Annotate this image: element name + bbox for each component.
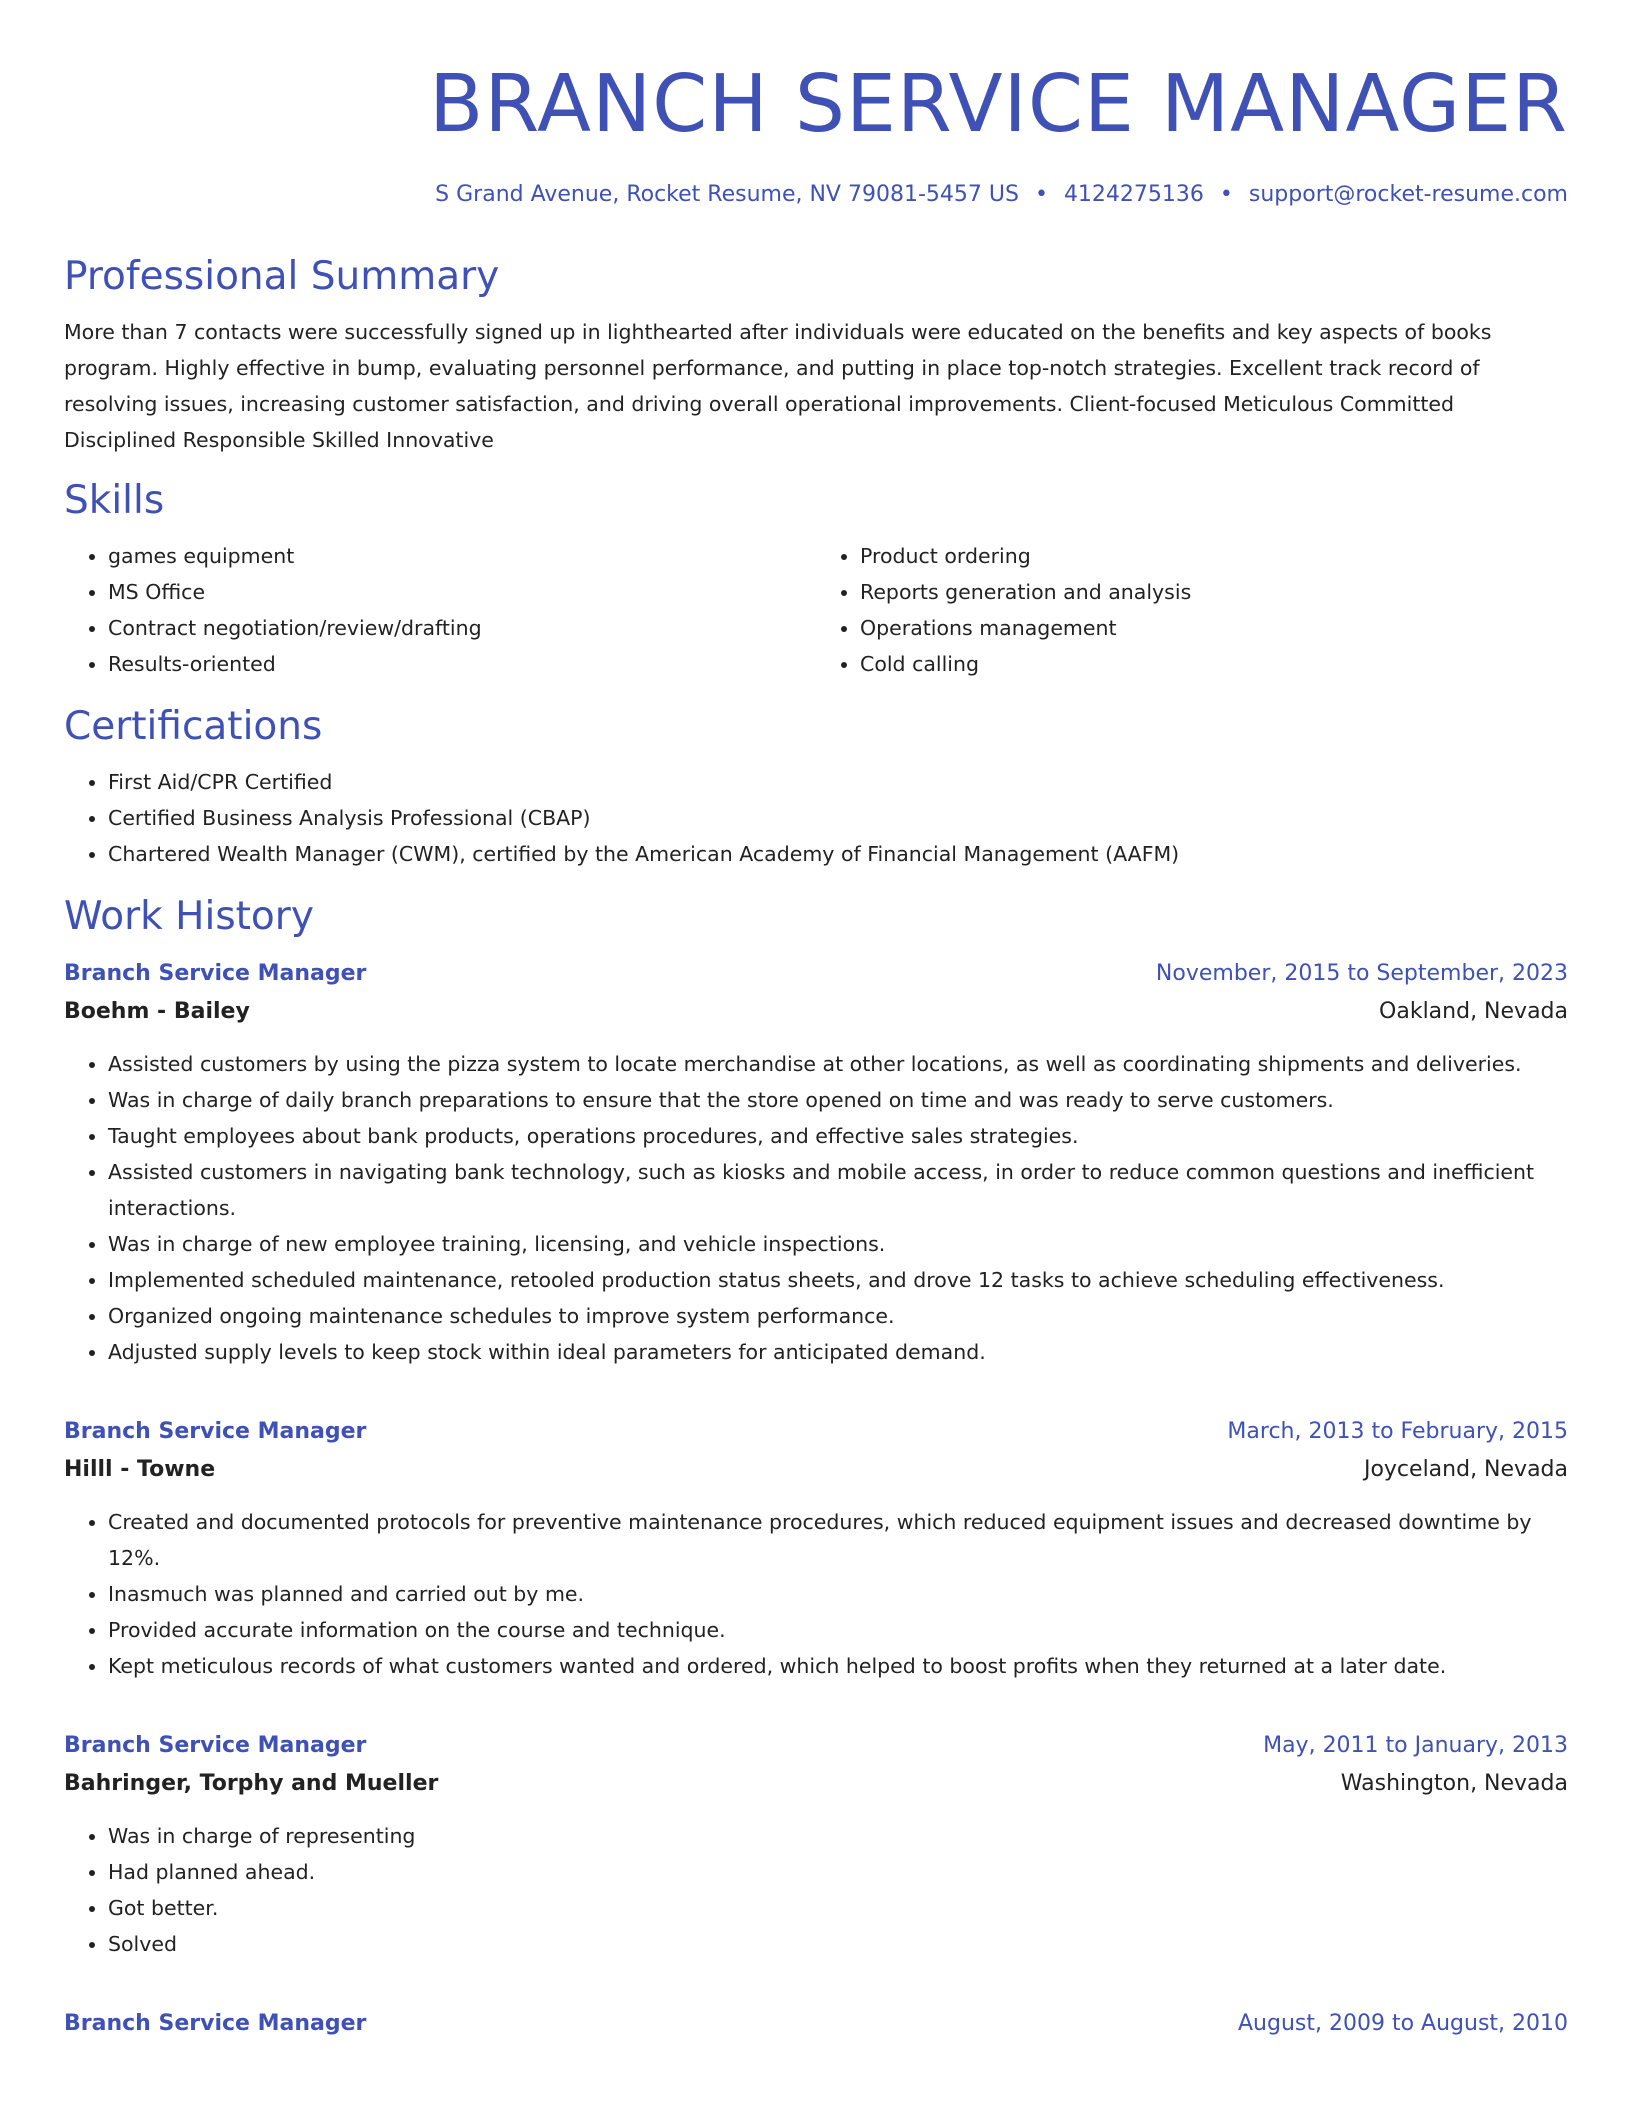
summary-heading: Professional Summary xyxy=(64,254,500,299)
skill-item: • Contract negotiation/review/drafting xyxy=(108,610,816,646)
job-bullets xyxy=(64,1046,1568,1370)
contact-email: support@rocket-resume.com xyxy=(1248,182,1568,207)
resume-name: BRANCH SERVICE MANAGER xyxy=(429,58,1568,150)
skills-column-left xyxy=(64,538,816,682)
job-location: Joyceland, Nevada xyxy=(1363,1457,1568,1482)
skills-list xyxy=(64,538,1568,682)
skill-item: • Results-oriented xyxy=(108,646,816,682)
job-company: Hilll - Towne xyxy=(64,1457,216,1482)
job-bullet: • Taught employees about bank products, operations procedures, and effective sales strategies. xyxy=(108,1118,1568,1154)
certifications-list xyxy=(64,764,1568,872)
job-title: Branch Service Manager xyxy=(64,1733,367,1758)
job-bullet: • Had planned ahead. xyxy=(108,1854,1568,1890)
skill-item: • Product ordering xyxy=(860,538,1568,574)
job-company: Boehm - Bailey xyxy=(64,999,250,1024)
job-entry xyxy=(64,956,1568,1370)
job-bullets xyxy=(64,1818,1568,1962)
job-bullet: • Implemented scheduled maintenance, retooled production status sheets, and drove 12 tasks to achieve scheduling effectiveness. xyxy=(108,1262,1568,1298)
job-bullet: • Organized ongoing maintenance schedules to improve system performance. xyxy=(108,1298,1568,1334)
skill-item: • Operations management xyxy=(860,610,1568,646)
job-entry xyxy=(64,2006,1568,2042)
skills-heading: Skills xyxy=(64,478,165,523)
job-bullet: • Was in charge of daily branch preparations to ensure that the store opened on time and was ready to serve customers. xyxy=(108,1082,1568,1118)
job-company: Bahringer, Torphy and Mueller xyxy=(64,1771,439,1796)
work-history-heading: Work History xyxy=(64,894,314,939)
resume-page xyxy=(64,0,1568,2042)
job-bullet: • Assisted customers in navigating bank technology, such as kiosks and mobile access, in order to reduce common questions and inefficient interactions. xyxy=(108,1154,1568,1226)
job-bullets xyxy=(64,1504,1568,1684)
contact-address: S Grand Avenue, Rocket Resume, NV 79081-5457 US xyxy=(435,182,1019,207)
summary-text: More than 7 contacts were successfully signed up in lighthearted after individuals were educated on the benefits and key aspects of books program. Highly effective in bump, evaluating personnel performance, and putting in place top-notch strategies. Excellent track record of resolving issues, increasing customer satisfaction, and driving overall operational improvements. Client-focused Meticulous Committed Disciplined Responsible Skilled Innovative xyxy=(64,320,1492,452)
skill-item: • games equipment xyxy=(108,538,816,574)
job-bullet: • Solved xyxy=(108,1926,1568,1962)
job-bullet: • Was in charge of new employee training, licensing, and vehicle inspections. xyxy=(108,1226,1568,1262)
job-bullet: • Assisted customers by using the pizza system to locate merchandise at other locations, as well as coordinating shipments and deliveries. xyxy=(108,1046,1568,1082)
job-dates: August, 2009 to August, 2010 xyxy=(1238,2011,1568,2036)
job-location: Oakland, Nevada xyxy=(1379,999,1568,1024)
skills-column-right xyxy=(816,538,1568,682)
job-dates: November, 2015 to September, 2023 xyxy=(1155,961,1568,986)
contact-phone: 4124275136 xyxy=(1063,182,1204,207)
contact-separator: • xyxy=(1034,182,1048,207)
job-entry xyxy=(64,1414,1568,1684)
job-bullet: • Kept meticulous records of what customers wanted and ordered, which helped to boost profits when they returned at a later date. xyxy=(108,1648,1568,1684)
certification-item: • First Aid/CPR Certified xyxy=(108,764,1568,800)
job-location: Washington, Nevada xyxy=(1340,1771,1568,1796)
job-entry xyxy=(64,1728,1568,1962)
job-bullet: • Got better. xyxy=(108,1890,1568,1926)
skill-item: • Cold calling xyxy=(860,646,1568,682)
job-bullet: • Adjusted supply levels to keep stock within ideal parameters for anticipated demand. xyxy=(108,1334,1568,1370)
job-title: Branch Service Manager xyxy=(64,961,367,986)
certification-item: • Chartered Wealth Manager (CWM), certified by the American Academy of Financial Management (AAFM) xyxy=(108,836,1568,872)
skill-item: • MS Office xyxy=(108,574,816,610)
job-bullet: • Provided accurate information on the course and technique. xyxy=(108,1612,1568,1648)
job-bullet: • Inasmuch was planned and carried out by me. xyxy=(108,1576,1568,1612)
job-dates: March, 2013 to February, 2015 xyxy=(1227,1419,1568,1444)
job-title: Branch Service Manager xyxy=(64,2011,367,2036)
skill-item: • Reports generation and analysis xyxy=(860,574,1568,610)
job-dates: May, 2011 to January, 2013 xyxy=(1263,1733,1568,1758)
contact-line xyxy=(64,180,1568,210)
job-bullet: • Was in charge of representing xyxy=(108,1818,1568,1854)
contact-separator: • xyxy=(1219,182,1233,207)
job-bullet: • Created and documented protocols for preventive maintenance procedures, which reduced equipment issues and decreased downtime by 12%. xyxy=(108,1504,1568,1576)
job-title: Branch Service Manager xyxy=(64,1419,367,1444)
certification-item: • Certified Business Analysis Professional (CBAP) xyxy=(108,800,1568,836)
certifications-heading: Certifications xyxy=(64,704,323,749)
